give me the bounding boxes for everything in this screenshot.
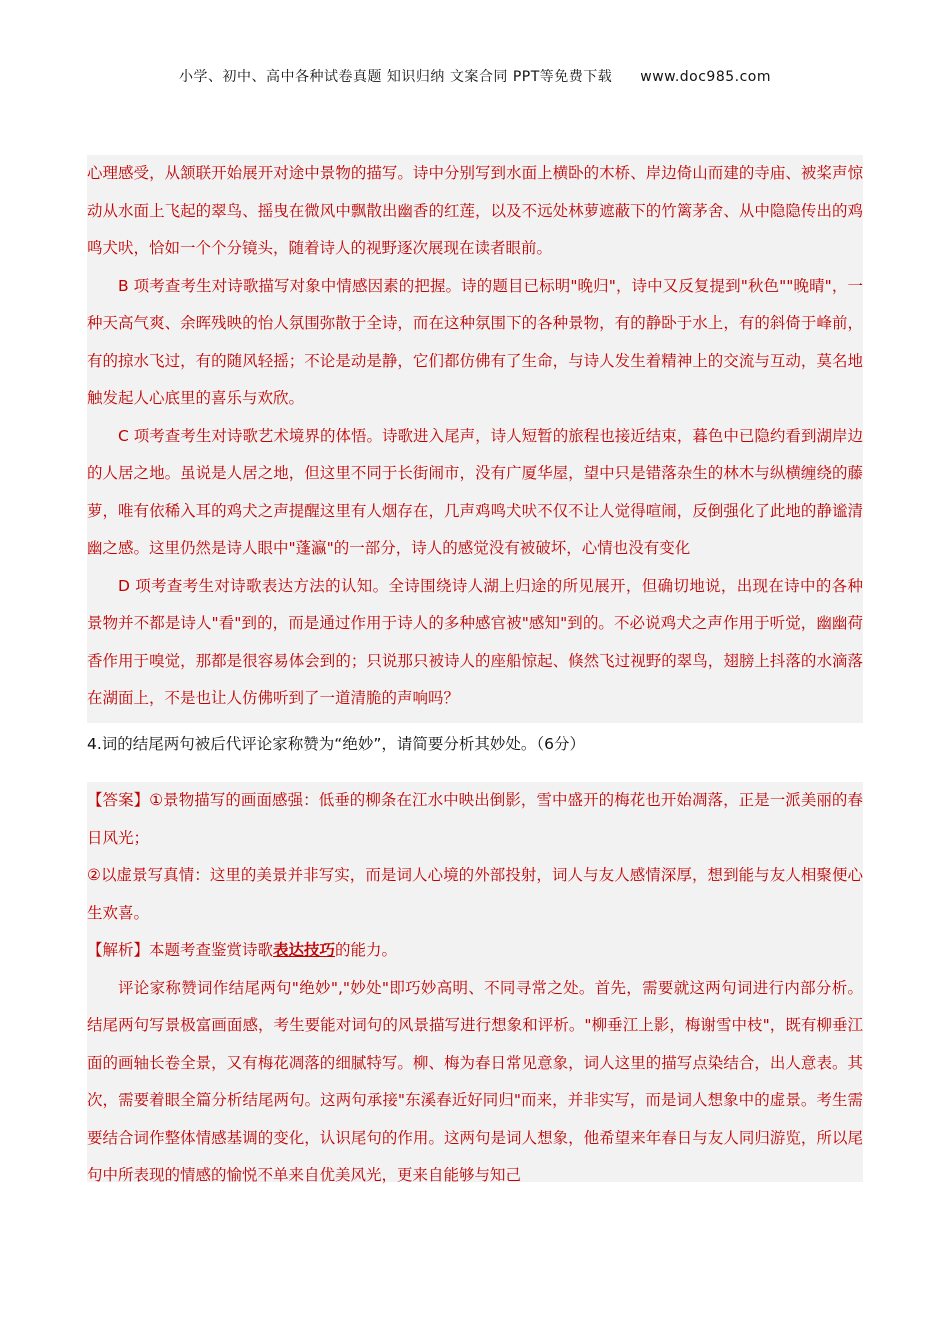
explain-keyword-link[interactable]: 表达技巧 — [273, 941, 336, 959]
answer-tag: 【答案】 — [87, 791, 150, 809]
header-url[interactable]: www.doc985.com — [640, 69, 772, 85]
explain-body: 评论家称赞词作结尾两句"绝妙","妙处"即巧妙高明、不同寻常之处。首先，需要就这两句词进行内部分析。结尾两句写景极富画面感，考生要能对词句的风景描写进行想象和评析。"柳垂江上影，梅谢雪中枝"，既有柳垂江面的画轴长卷全景，又有梅花凋落的细腻特写。柳、梅为春日常见意象，词人这里的描写点染结合，出人意表。其次，需要着眼全篇分析结尾两句。这两句承接"东溪春近好同归"而来，并非实写，而是词人想象中的虚景。考生需要结合词作整体情感基调的变化，认识尾句的作用。这两句是词人想象，他希望来年春日与友人同归游览，所以尾句中所表现的情感的愉悦不单来自优美风光，更来自能够与知己 — [87, 978, 863, 1184]
page-header — [0, 66, 950, 86]
explain-intro-after: 的能力。 — [335, 941, 398, 959]
analysis-paragraph-d: D 项考查考生对诗歌表达方法的认知。全诗围绕诗人湖上归途的所见展开，但确切地说，出现在诗中的各种景物并不都是诗人"看"到的，而是通过作用于诗人的多种感官被"感知"到的。不必说鸡犬之声作用于听觉，幽幽荷香作用于嗅觉，那都是很容易体会到的；只说那只被诗人的座船惊起、倏然飞过视野的翠鸟，翅膀上抖落的水滴落在湖面上，不是也让人仿佛听到了一道清脆的声响吗？ — [87, 576, 863, 707]
explain-tag: 【解析】 — [87, 941, 150, 959]
answer-point-2: ②以虚景写真情：这里的美景并非写实，而是词人心境的外部投射，词人与友人感情深厚，想到能与友人相聚便心生欢喜。 — [87, 866, 863, 922]
analysis-paragraph-a: 心理感受，从颔联开始展开对途中景物的描写。诗中分别写到水面上横卧的木桥、岸边倚山而建的寺庙、被桨声惊动从水面上飞起的翠鸟、摇曳在微风中飘散出幽香的红莲，以及不远处林萝遮蔽下的竹篱茅舍、从中隐隐传出的鸡鸣犬吠，恰如一个个分镜头，随着诗人的视野逐次展现在读者眼前。 — [87, 164, 863, 257]
analysis-paragraph-b: B 项考查考生对诗歌描写对象中情感因素的把握。诗的题目已标明"晚归"，诗中又反复提到"秋色""晚晴"，一种天高气爽、余晖残映的怡人氛围弥散于全诗，而在这种氛围下的各种景物，有的静卧于水上，有的斜倚于峰前，有的掠水飞过，有的随风轻摇；不论是动是静，它们都仿佛有了生命，与诗人发生着精神上的交流与互动，莫名地触发起人心底里的喜乐与欢欣。 — [87, 276, 863, 407]
answer-point-1-text: ①景物描写的画面感强：低垂的柳条在江水中映出倒影，雪中盛开的梅花也开始凋落，正是一派美丽的春日风光； — [87, 791, 863, 847]
header-text: 小学、初中、高中各种试卷真题 知识归纳 文案合同 PPT等免费下载 — [178, 69, 613, 85]
explain-intro-before: 本题考查鉴赏诗歌 — [149, 941, 274, 959]
question-4: 4.词的结尾两句被后代评论家称赞为“绝妙”，请简要分析其妙处。（6分） — [87, 735, 585, 753]
answer-point-1 — [87, 782, 863, 857]
answer-block — [87, 782, 863, 1182]
analysis-block — [87, 155, 863, 723]
explain-intro — [87, 932, 863, 970]
analysis-paragraph-c: C 项考查考生对诗歌艺术境界的体悟。诗歌进入尾声，诗人短暂的旅程也接近结束，暮色中已隐约看到湖岸边的人居之地。虽说是人居之地，但这里不同于长街闹市，没有广厦华屋，望中只是错落杂生的林木与纵横缠绕的藤萝，唯有依稀入耳的鸡犬之声提醒这里有人烟存在，几声鸡鸣犬吠不仅不让人觉得喧闹，反倒强化了此地的静谧清幽之感。这里仍然是诗人眼中"蓬瀛"的一部分，诗人的感觉没有被破坏，心情也没有变化 — [87, 426, 863, 557]
